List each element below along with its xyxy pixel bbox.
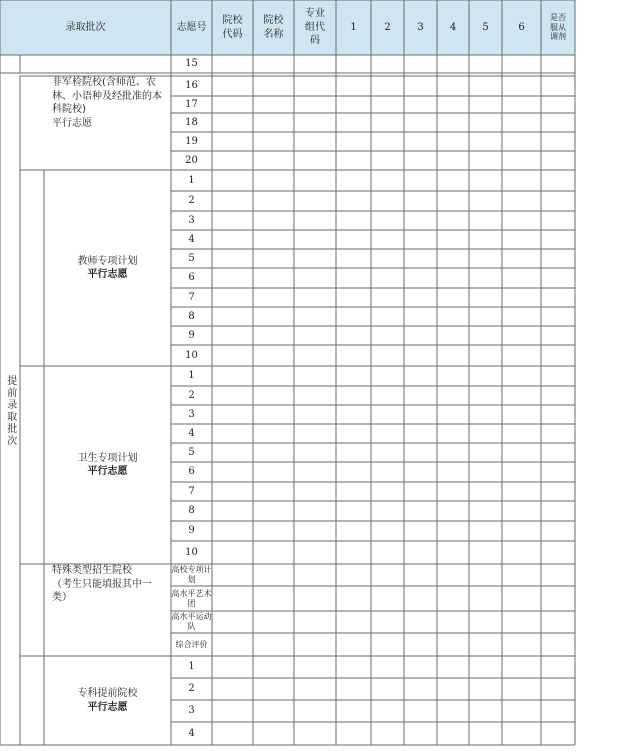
header-adjust: 是否服从调剂 — [550, 13, 566, 42]
header-major-3: 3 — [417, 21, 424, 33]
order-label: 9 — [188, 329, 195, 341]
header-major-2: 2 — [384, 21, 391, 33]
group-subtitle: 平行志愿 — [87, 269, 128, 280]
order-label: 4 — [188, 427, 195, 439]
order-label: 16 — [185, 80, 198, 92]
order-label: 9 — [188, 525, 195, 537]
order-label: 17 — [185, 98, 198, 110]
order-label: 8 — [188, 310, 195, 322]
order-label: 7 — [188, 291, 195, 303]
header-major-6: 6 — [518, 21, 525, 33]
header-school-name: 院校名称 — [263, 15, 284, 40]
order-15: 15 — [185, 58, 198, 70]
order-label: 3 — [188, 408, 195, 420]
group-name-4 — [44, 564, 171, 656]
group-title: 教师专项计划 — [77, 255, 138, 267]
group-name-5 — [44, 656, 171, 745]
group-title: 特殊类型招生院校 — [52, 565, 132, 576]
order-label: 2 — [188, 389, 195, 401]
group-subtitle: （考生只能填报其中一类） — [52, 578, 152, 603]
order-label: 高水平艺术团 — [171, 588, 212, 608]
section-label-early-batch: 提前录取批次 — [4, 374, 16, 447]
order-label: 18 — [185, 116, 198, 128]
order-label: 3 — [188, 214, 195, 226]
order-label: 10 — [185, 546, 198, 558]
order-label: 10 — [185, 349, 198, 361]
order-label: 6 — [188, 272, 195, 284]
group-subtitle: 平行志愿 — [52, 117, 92, 129]
order-label: 20 — [185, 154, 198, 166]
order-label: 7 — [188, 485, 195, 497]
group-name-3 — [44, 366, 171, 564]
group-title: 专科提前院校 — [77, 688, 138, 699]
order-label: 高水平运动队 — [171, 612, 212, 631]
order-label: 5 — [188, 252, 195, 264]
order-label: 6 — [188, 466, 195, 478]
order-label: 1 — [188, 174, 195, 186]
order-label: 19 — [185, 135, 198, 147]
header-major-group: 专业组代码 — [305, 8, 325, 47]
order-label: 3 — [188, 705, 195, 717]
order-label: 2 — [188, 683, 195, 695]
order-label: 综合评价 — [175, 639, 208, 649]
group-subtitle: 平行志愿 — [87, 466, 128, 477]
order-label: 4 — [188, 233, 195, 245]
group-subtitle: 平行志愿 — [87, 701, 128, 713]
header-school-code: 院校代码 — [222, 15, 243, 40]
header-batch: 录取批次 — [65, 21, 106, 33]
order-label: 8 — [188, 505, 195, 517]
order-label: 5 — [188, 446, 195, 458]
order-label: 4 — [188, 727, 195, 739]
group-title: 非军检院校(含师范、农林、小语种及经批准的本科院校) — [52, 77, 162, 115]
order-label: 1 — [188, 661, 195, 673]
group-name-2 — [44, 170, 171, 366]
group-name-1 — [44, 76, 171, 170]
header-major-5: 5 — [482, 21, 489, 33]
group-title: 卫生专项计划 — [77, 452, 138, 464]
header-major-4: 4 — [449, 21, 457, 33]
header-major-1: 1 — [350, 21, 357, 33]
order-label: 高校专项计划 — [171, 565, 212, 584]
order-label: 2 — [188, 195, 195, 207]
header-order: 志愿号 — [176, 21, 207, 33]
order-label: 1 — [188, 370, 195, 382]
